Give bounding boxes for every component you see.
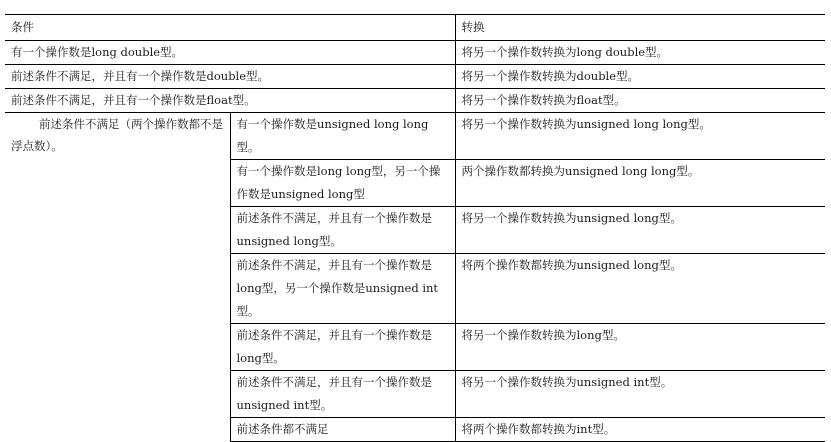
- row-conversion: 将另一个操作数转换为long double型。: [455, 41, 825, 65]
- row-condition: 前述条件不满足，并且有一个操作数是float型。: [5, 89, 455, 113]
- row-condition: 有一个操作数是long long型，另一个操作数是unsigned long型: [230, 160, 455, 207]
- row-conversion: 将两个操作数都转换为unsigned long型。: [455, 254, 825, 324]
- row-conversion: 将另一个操作数转换为double型。: [455, 65, 825, 89]
- header-conversion: 转换: [455, 15, 825, 41]
- row-conversion: 两个操作数都转换为unsigned long long型。: [455, 160, 825, 207]
- group-condition-label: 前述条件不满足（两个操作数都不是浮点数）。: [5, 113, 230, 442]
- row-conversion: 将两个操作数都转换为int型。: [455, 418, 825, 442]
- row-condition: 有一个操作数是long double型。: [5, 41, 455, 65]
- row-conversion: 将另一个操作数转换为unsigned int型。: [455, 371, 825, 418]
- row-conversion: 将另一个操作数转换为unsigned long型。: [455, 207, 825, 254]
- table-row: [5, 65, 825, 89]
- table-row: [5, 89, 825, 113]
- row-conversion: 将另一个操作数转换为unsigned long long型。: [455, 113, 825, 160]
- table-row: [5, 113, 825, 160]
- table-header-row: [5, 15, 825, 41]
- row-condition: 前述条件不满足，并且有一个操作数是long型。: [230, 324, 455, 371]
- row-condition: 前述条件不满足，并且有一个操作数是unsigned long型。: [230, 207, 455, 254]
- row-condition: 前述条件不满足，并且有一个操作数是long型，另一个操作数是unsigned int型。: [230, 254, 455, 324]
- row-condition: 前述条件不满足，并且有一个操作数是double型。: [5, 65, 455, 89]
- row-condition: 前述条件不满足，并且有一个操作数是unsigned int型。: [230, 371, 455, 418]
- conversion-table-container: [5, 14, 825, 442]
- row-condition: 有一个操作数是unsigned long long型。: [230, 113, 455, 160]
- conversion-rules-table: [5, 14, 825, 442]
- row-condition: 前述条件都不满足: [230, 418, 455, 442]
- row-conversion: 将另一个操作数转换为long型。: [455, 324, 825, 371]
- row-conversion: 将另一个操作数转换为float型。: [455, 89, 825, 113]
- table-row: [5, 41, 825, 65]
- header-condition: 条件: [5, 15, 455, 41]
